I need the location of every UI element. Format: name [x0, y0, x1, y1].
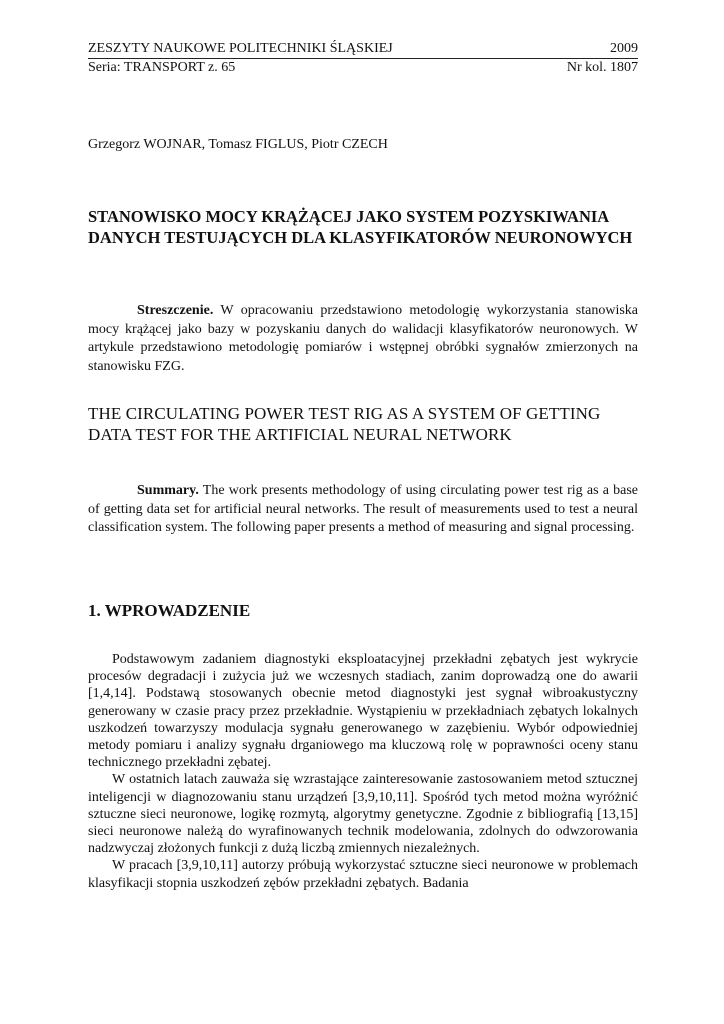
title-english: THE CIRCULATING POWER TEST RIG AS A SYSTEM OF GETTING DATA TEST FOR THE ARTIFICIAL NEURAL NETWORK: [88, 404, 601, 444]
journal-name: ZESZYTY NAUKOWE POLITECHNIKI ŚLĄSKIEJ: [88, 41, 393, 56]
running-header-top: [88, 40, 638, 59]
body-paragraph: W ostatnich latach zauważa się wzrastające zainteresowanie zastosowaniem metod sztucznej inteligencji w diagnozowaniu stanu urządzeń [3,9,10,11]. Spośród tych metod można wyróżnić sztuczne sieci neuronowe, logikę rozmytą, algorytmy genetyczne. Zgodnie z bibliografią [13,15] sieci neuronowe należą do wyrafinowanych technik modelowania, zdolnych do odwzorowania nadzwyczaj złożonych funkcji z dużą liczbą zmiennych niezależnych.: [88, 772, 638, 857]
section-heading: 1. WPROWADZENIE: [88, 601, 251, 620]
journal-series: Seria: TRANSPORT z. 65: [88, 60, 236, 75]
abstract-polish: [88, 302, 638, 376]
abstract-english-label: Summary.: [137, 483, 199, 498]
title-polish: STANOWISKO MOCY KRĄŻĄCEJ JAKO SYSTEM POZYSKIWANIA DANYCH TESTUJĄCYCH DLA KLASYFIKATORÓW NEURONOWYCH: [88, 207, 633, 247]
abstract-polish-label: Streszczenie.: [137, 303, 214, 318]
abstract-polish-text: W opracowaniu przedstawiono metodologię wykorzystania stanowiska mocy krążącej jako bazy w pozyskaniu danych do walidacji klasyfikatorów neuronowych. W artykule przedstawiono metodologię pomiarów i wstępnej obróbki sygnałów zmierzonych na stanowisku FZG.: [88, 303, 638, 374]
running-header-bottom: [88, 59, 638, 76]
body-paragraph: Podstawowym zadaniem diagnostyki eksploatacyjnej przekładni zębatych jest wykrycie procesów degradacji i zużycia już we wczesnych stadiach, zanim doprowadzą one do awarii [1,4,14]. Podstawą stosowanych obecnie metod diagnostyki jest sygnał wibroakustyczny generowany w czasie pracy przez przekładnie. Wystąpieniu w przekładniach zębatych lokalnych uszkodzeń towarzyszy modulacja sygnału generowanego w zazębieniu. Wybór odpowiedniej metody pomiaru i analizy sygnału drganiowego ma kluczową rolę w poprawności oceny stanu technicznego przekładni zębatej.: [88, 652, 638, 771]
authors: Grzegorz WOJNAR, Tomasz FIGLUS, Piotr CZECH: [88, 137, 388, 152]
section-body: [88, 651, 638, 892]
body-paragraph: W pracach [3,9,10,11] autorzy próbują wykorzystać sztuczne sieci neuronowe w problemach klasyfikacji stopnia uszkodzeń zębów przekładni zębatych. Badania: [88, 858, 638, 891]
abstract-english: [88, 482, 638, 538]
journal-year: 2009: [610, 41, 638, 56]
abstract-english-text: The work presents methodology of using circulating power test rig as a base of getting data set for artificial neural networks. The result of measurements used to test a neural classification system. The following paper presents a method of measuring and signal processing.: [88, 483, 638, 535]
paper-page: [88, 40, 638, 891]
journal-number: Nr kol. 1807: [566, 60, 638, 75]
